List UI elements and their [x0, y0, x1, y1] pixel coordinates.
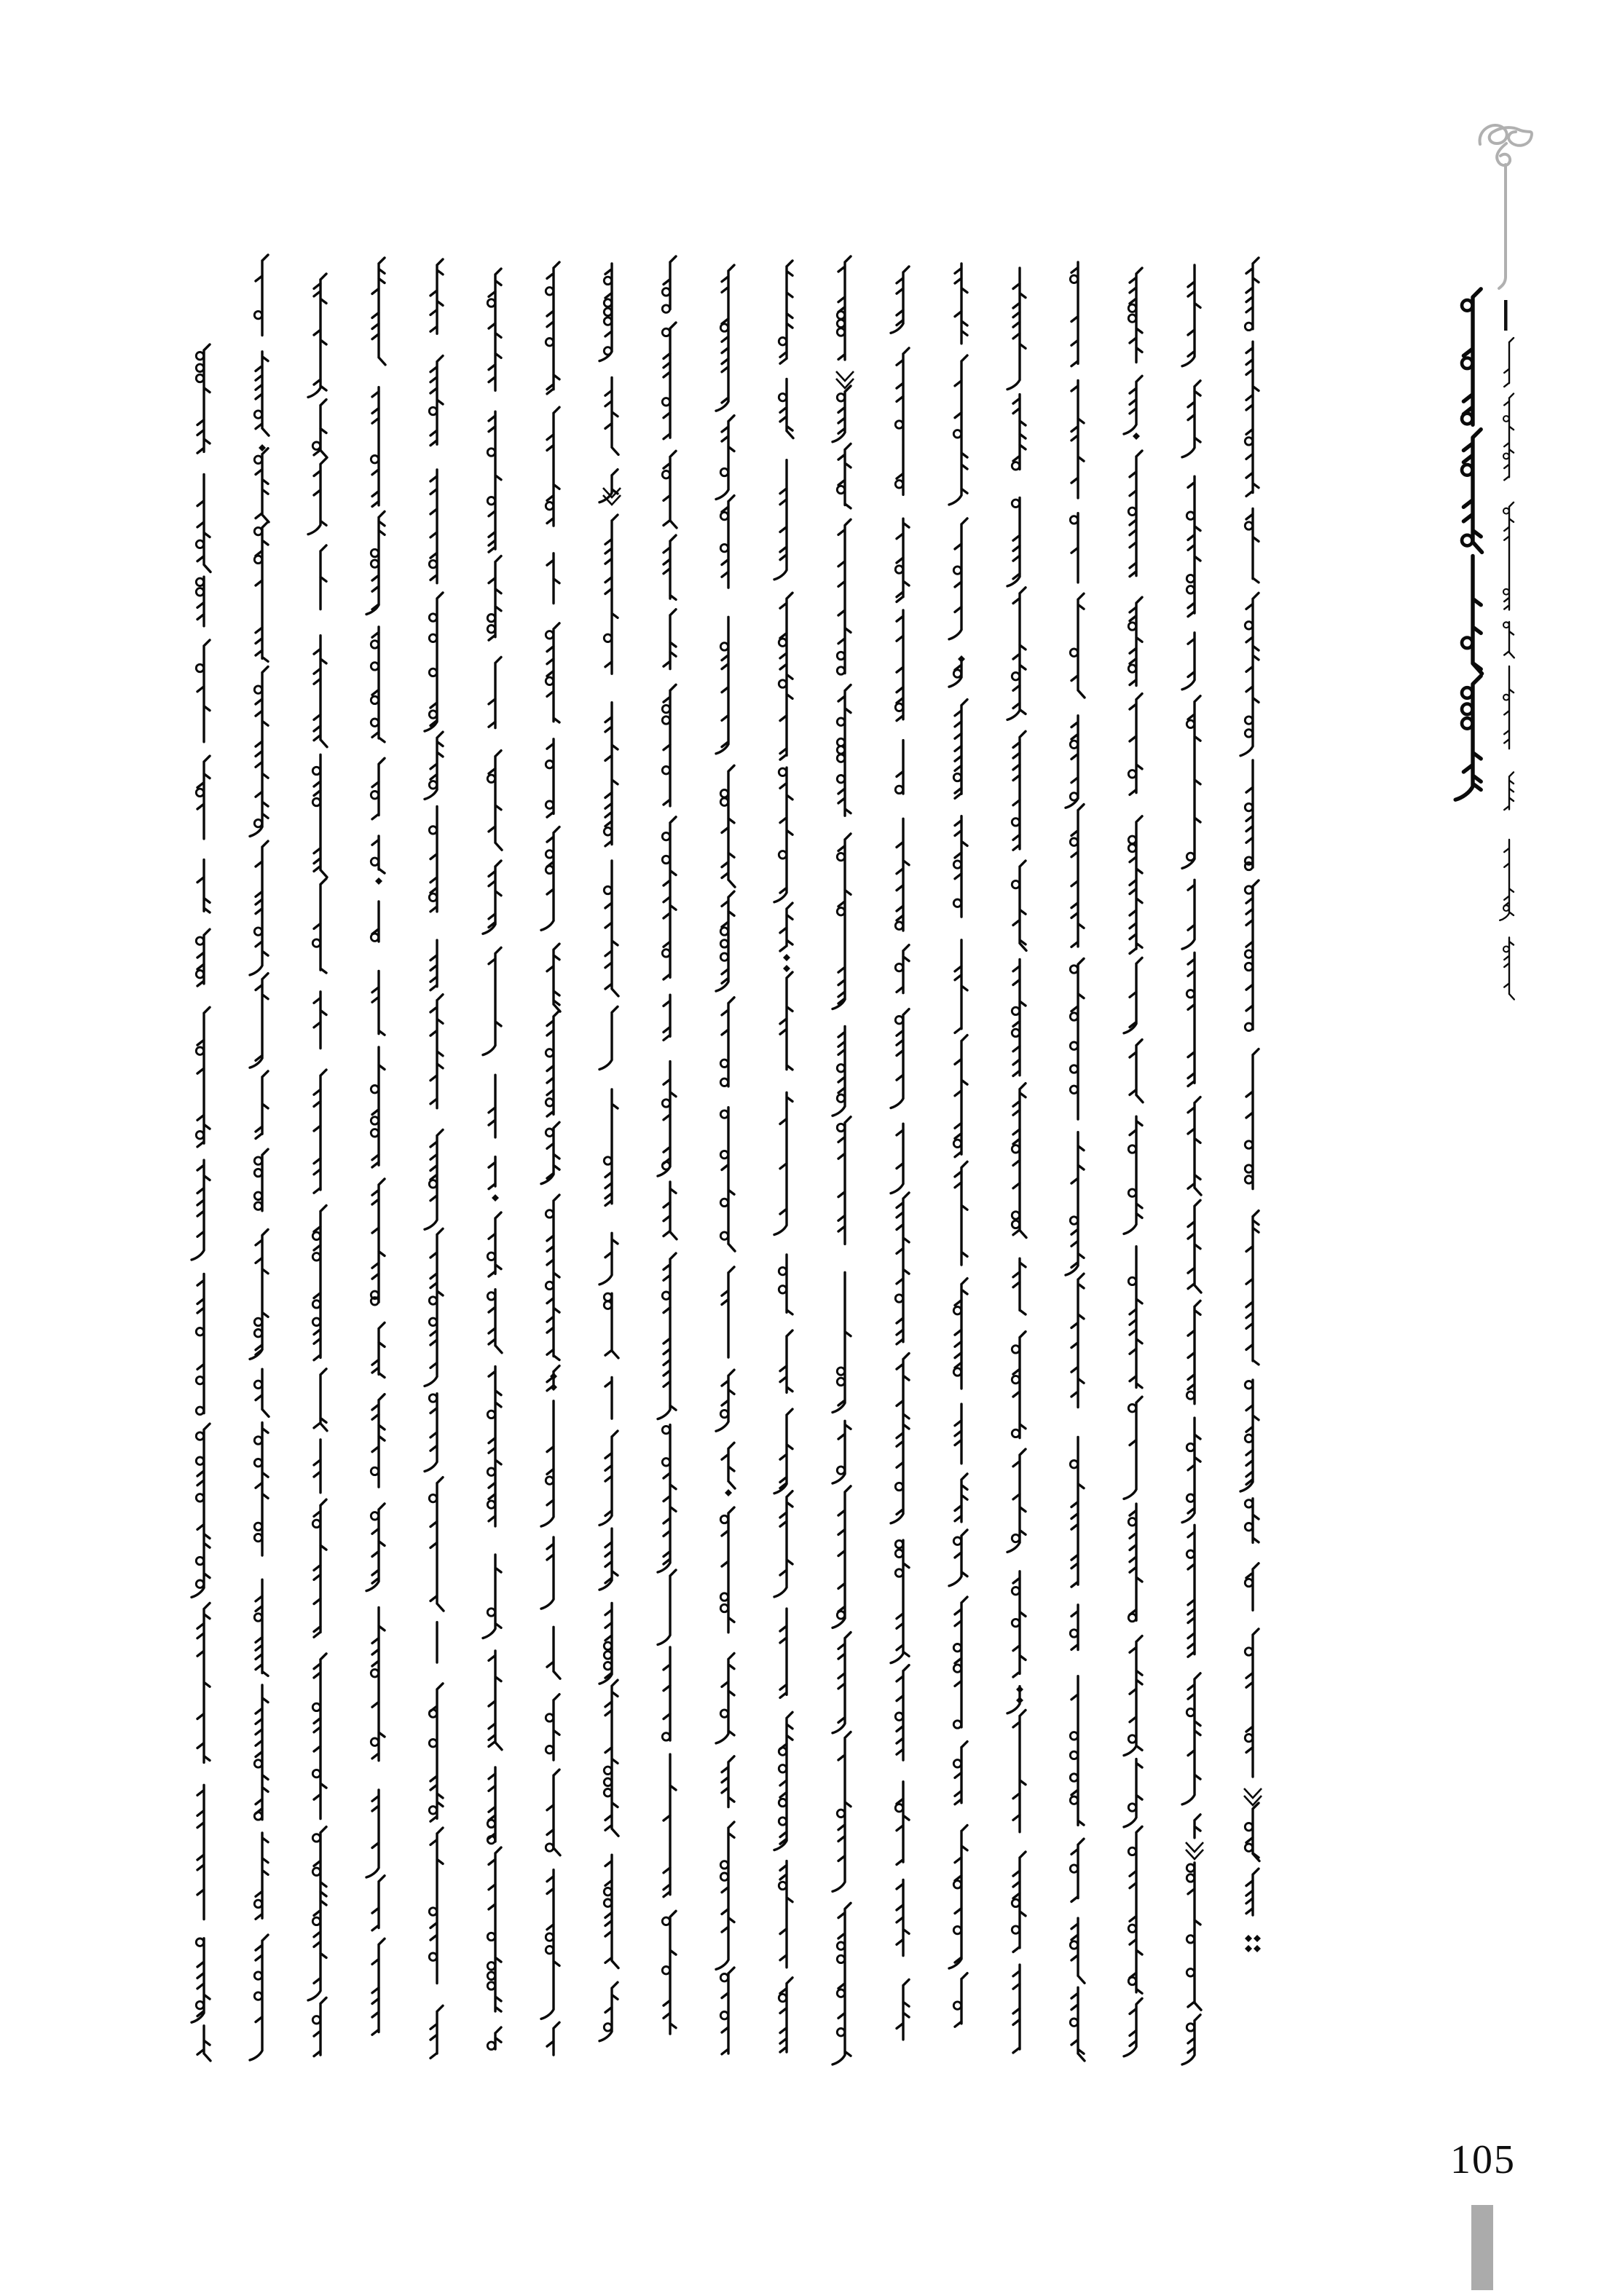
text-column: [483, 269, 502, 2050]
binding-mark: [1471, 2205, 1493, 2290]
punctuation-dot: [783, 954, 790, 961]
text-column: [541, 262, 560, 2055]
punctuation-dot: [1254, 1945, 1261, 1952]
chapter-header-script: [1500, 338, 1514, 1000]
punctuation-dot: [1133, 433, 1140, 440]
punctuation-dot: [783, 965, 790, 972]
punctuation-dot: [1254, 1935, 1261, 1942]
chapter-header-column: [1500, 338, 1514, 1000]
section-title-script: [1455, 289, 1482, 800]
title-column: [1455, 289, 1482, 800]
punctuation-dot: [725, 1489, 732, 1496]
text-column: [949, 264, 967, 2027]
quote-bracket-mark: [1186, 1842, 1203, 1859]
text-column: [716, 265, 735, 2054]
text-column: [599, 264, 621, 2041]
punctuation-dot: [1245, 1945, 1252, 1952]
page-number: 105: [1450, 2137, 1516, 2182]
text-column: [366, 258, 385, 2035]
punctuation-dot: [1016, 1686, 1023, 1693]
header-dash: [1504, 300, 1508, 331]
body-text-block: [192, 255, 1262, 2064]
punctuation-dot: [958, 655, 965, 663]
text-column: [774, 261, 793, 2052]
text-column: [425, 259, 444, 2058]
text-column: [1124, 268, 1143, 2056]
punctuation-dot: [375, 877, 382, 885]
text-column: [192, 344, 211, 2061]
text-column: [1007, 268, 1026, 2053]
text-column: [250, 255, 269, 2060]
text-column: [658, 256, 677, 2034]
punctuation-dot: [1016, 1697, 1023, 1704]
flourish-ornament-icon: [1480, 125, 1533, 165]
punctuation-dot: [1245, 1935, 1252, 1942]
text-column: [891, 267, 909, 2040]
text-column: [1240, 258, 1262, 1952]
punctuation-dot: [492, 1194, 499, 1202]
text-column: [1066, 262, 1085, 2061]
header-rule: [1499, 165, 1506, 288]
text-column: [1182, 265, 1203, 2064]
punctuation-dot: [550, 1384, 557, 1391]
text-column: [308, 274, 327, 2056]
text-column: [833, 256, 854, 2064]
